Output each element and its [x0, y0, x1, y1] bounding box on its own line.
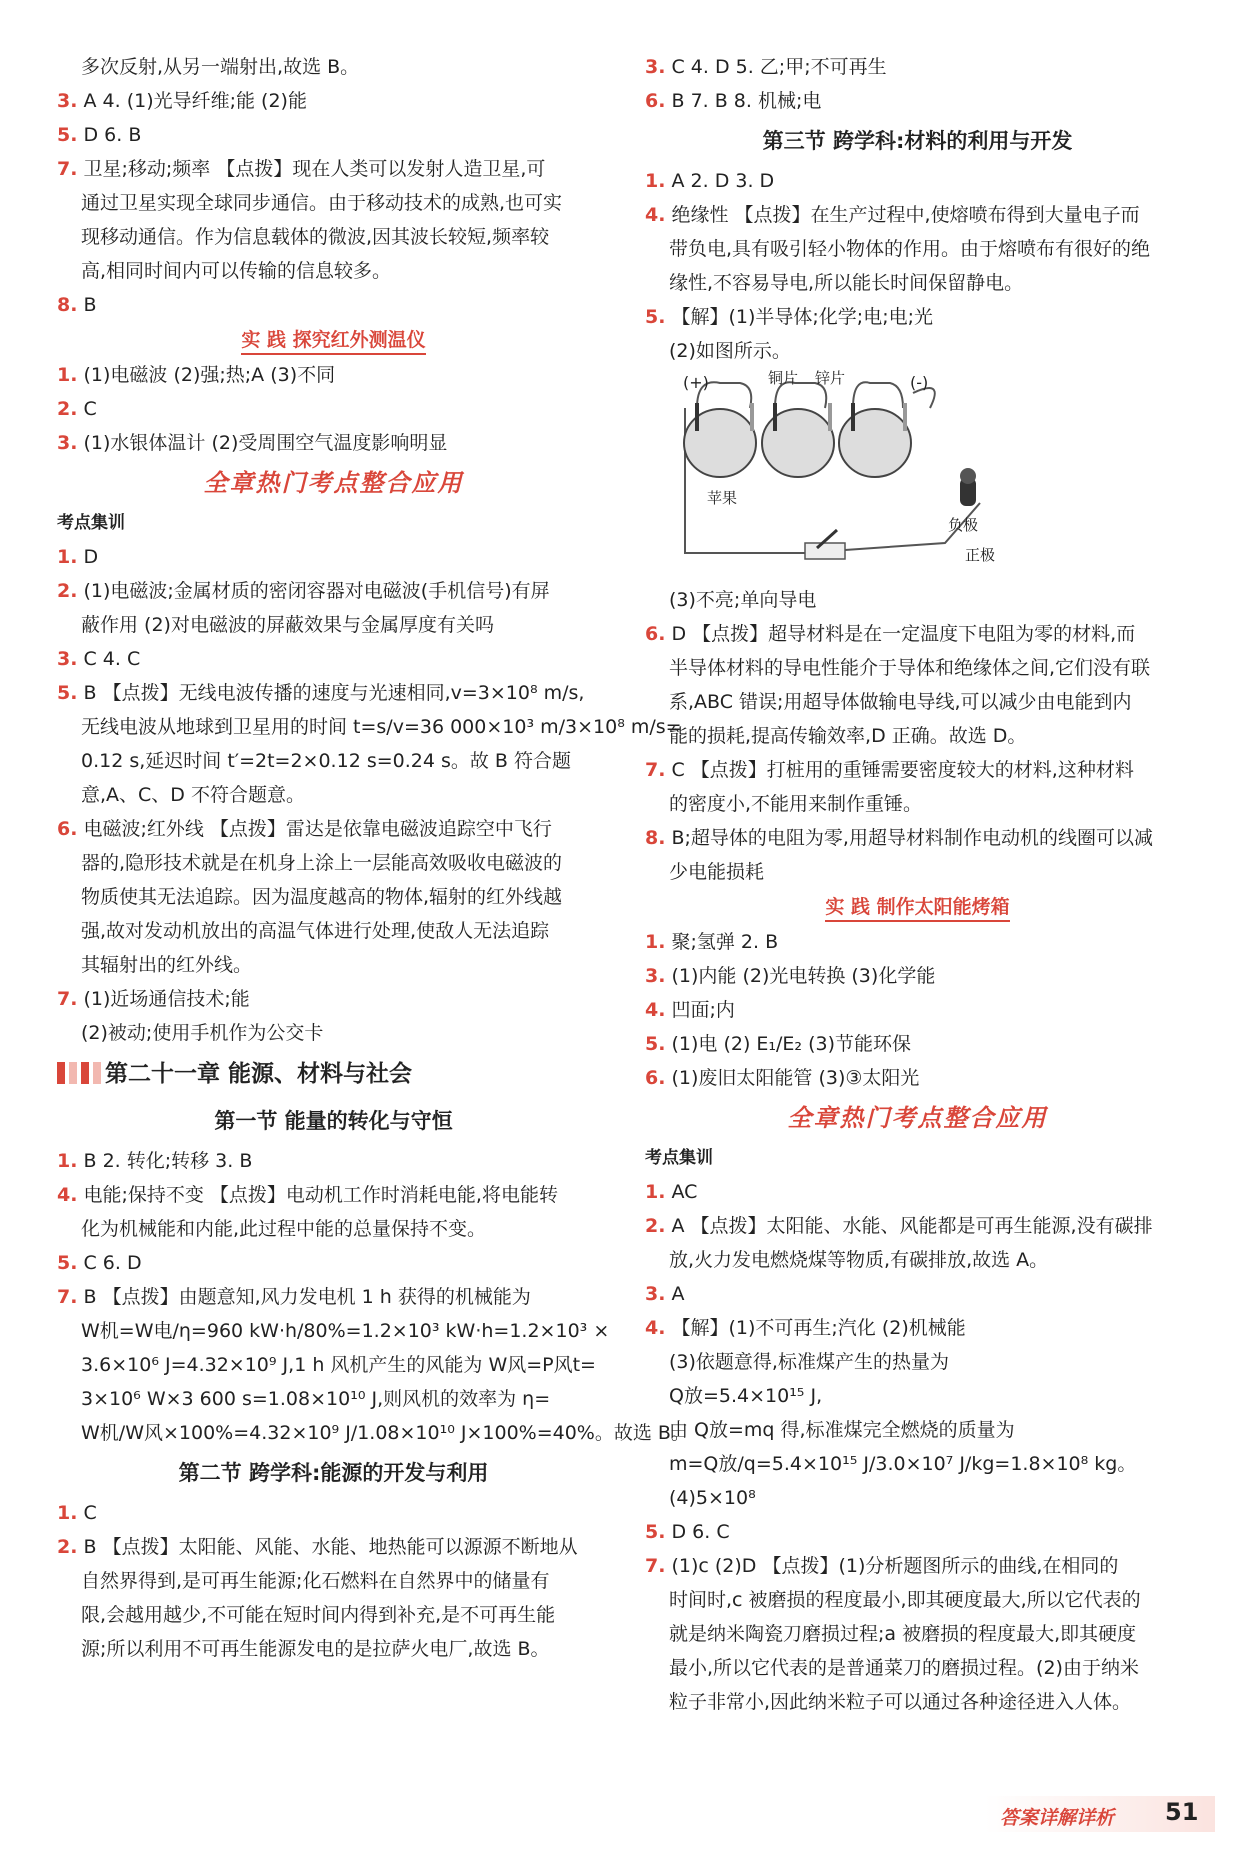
answer-text: A 4. (1)光导纤维;能 (2)能 — [77, 90, 307, 112]
answer-line — [57, 1144, 610, 1178]
label-plus: (+) — [683, 373, 709, 392]
apple-3 — [839, 409, 911, 477]
answer-line — [645, 925, 1190, 959]
answer-text: C 4. D 5. 乙;甲;不可再生 — [665, 56, 887, 78]
label-negative: 负极 — [948, 516, 979, 534]
answer-line — [57, 358, 610, 392]
answer-text: 无线电波从地球到卫星用的时间 t=s/v=36 000×10³ m/3×10⁸ m/s= — [81, 716, 682, 738]
answer-line — [57, 1178, 610, 1212]
question-number: 7. — [645, 1555, 666, 1577]
practice-title — [645, 889, 1190, 925]
zinc-plate-1 — [750, 403, 754, 431]
apple-2 — [762, 409, 834, 477]
answer-line — [57, 1246, 610, 1280]
answer-text: 通过卫星实现全球同步通信。由于移动技术的成熟,也可实 — [81, 192, 563, 214]
answer-line — [645, 1617, 1190, 1651]
answer-text: C 【点拨】打桩用的重锤需要密度较大的材料,这种材料 — [665, 759, 1134, 781]
answer-line — [57, 744, 610, 778]
answer-text: C 6. D — [77, 1252, 142, 1274]
question-number: 2. — [57, 580, 78, 602]
answer-line — [57, 1632, 610, 1666]
answer-line — [57, 1212, 610, 1246]
question-number: 3. — [645, 56, 666, 78]
answer-line — [57, 1416, 690, 1450]
section-title: 第二节 跨学科:能源的开发与利用 — [178, 1461, 489, 1485]
answer-text: (1)c (2)D 【点拨】(1)分析题图所示的曲线,在相同的 — [665, 1555, 1119, 1577]
answer-line — [645, 617, 1190, 651]
answer-line — [645, 1061, 1190, 1095]
question-number: 4. — [645, 1317, 666, 1339]
question-number: 1. — [57, 546, 78, 568]
answer-line — [645, 1583, 1190, 1617]
answer-text: 放,火力发电燃烧煤等物质,有碳排放,故选 A。 — [669, 1249, 1049, 1271]
answer-text: (1)电磁波 (2)强;热;A (3)不同 — [77, 364, 336, 386]
answer-line — [645, 1549, 1190, 1583]
answer-text: 带负电,具有吸引轻小物体的作用。由于熔喷布有很好的绝 — [669, 238, 1151, 260]
answer-text: 意,A、C、D 不符合题意。 — [81, 784, 305, 806]
answer-text: 强,故对发动机放出的高温气体进行处理,使敌人无法追踪 — [81, 920, 550, 942]
answer-text: 最小,所以它代表的是普通菜刀的磨损过程。(2)由于纳米 — [669, 1657, 1139, 1679]
answer-line — [645, 334, 1190, 368]
question-number: 1. — [57, 364, 78, 386]
question-number: 6. — [645, 623, 666, 645]
answer-line — [57, 1382, 610, 1416]
answer-line — [57, 220, 610, 254]
chapter-bars-icon — [57, 1061, 105, 1087]
answer-text: 化为机械能和内能,此过程中能的总量保持不变。 — [81, 1218, 487, 1240]
answer-line — [645, 1379, 1190, 1413]
answer-text: D 6. B — [77, 124, 142, 146]
answer-line — [57, 982, 610, 1016]
answer-text: (3)不亮;单向导电 — [669, 589, 817, 611]
question-number: 5. — [57, 682, 78, 704]
answer-line — [57, 1564, 610, 1598]
answer-line — [645, 753, 1190, 787]
answer-line — [645, 993, 1190, 1027]
answer-text: A 【点拨】太阳能、水能、风能都是可再生能源,没有碳排 — [665, 1215, 1153, 1237]
answer-line — [645, 1311, 1190, 1345]
answer-text: C — [77, 398, 97, 420]
apple-1 — [684, 409, 756, 477]
answer-text: C — [77, 1502, 97, 1524]
answer-line — [645, 1027, 1190, 1061]
answer-text: W机=W电/η=960 kW·h/80%=1.2×10³ kW·h=1.2×10³ × — [81, 1320, 610, 1342]
answer-text: 少电能损耗 — [669, 861, 765, 883]
answer-line — [57, 254, 610, 288]
answer-line — [645, 1345, 1190, 1379]
answer-line — [57, 1280, 610, 1314]
answer-line — [57, 608, 610, 642]
question-number: 6. — [57, 818, 78, 840]
answer-line — [645, 1209, 1190, 1243]
answer-text: 时间时,c 被磨损的程度最小,即其硬度最大,所以它代表的 — [669, 1589, 1141, 1611]
answer-text: 电磁波;红外线 【点拨】雷达是依靠电磁波追踪空中飞行 — [77, 818, 552, 840]
answer-line — [645, 1685, 1190, 1719]
answer-text: 就是纳米陶瓷刀磨损过程;a 被磨损的程度最大,即其硬度 — [669, 1623, 1137, 1645]
answer-line — [57, 1016, 610, 1050]
answer-line — [645, 787, 1190, 821]
answer-line — [645, 232, 1190, 266]
answer-line — [57, 50, 610, 84]
answer-text: (2)如图所示。 — [669, 340, 791, 362]
answer-text: 能的损耗,提高传输效率,D 正确。故选 D。 — [669, 725, 1027, 747]
answer-line — [645, 1413, 1190, 1447]
hot-topic-title: 全章热门考点整合应用 — [787, 1104, 1048, 1132]
question-number: 5. — [645, 1521, 666, 1543]
question-number: 6. — [645, 1067, 666, 1089]
label-positive: 正极 — [965, 546, 996, 564]
page-number: 51 — [1165, 1798, 1199, 1826]
answer-line — [57, 1598, 610, 1632]
answer-line — [57, 676, 610, 710]
answer-text: B;超导体的电阻为零,用超导材料制作电动机的线圈可以减 — [665, 827, 1153, 849]
answer-line — [57, 846, 610, 880]
answer-text: 的密度小,不能用来制作重锤。 — [669, 793, 923, 815]
answer-text: (1)电 (2) E₁/E₂ (3)节能环保 — [665, 1033, 911, 1055]
answer-text: D 6. C — [665, 1521, 730, 1543]
question-number: 1. — [645, 931, 666, 953]
answer-text: 【解】(1)半导体;化学;电;电;光 — [665, 306, 934, 328]
answer-line — [57, 1314, 610, 1348]
answer-line — [57, 1496, 610, 1530]
answer-text: 聚;氢弹 2. B — [665, 931, 779, 953]
answer-text: A — [665, 1283, 685, 1305]
answer-line — [645, 719, 1190, 753]
answer-text: (1)电磁波;金属材质的密闭容器对电磁波(手机信号)有屏 — [77, 580, 550, 602]
question-number: 7. — [645, 759, 666, 781]
answer-line — [645, 1481, 1190, 1515]
hot-topic-title: 全章热门考点整合应用 — [203, 469, 464, 497]
copper-plate-2 — [773, 403, 777, 431]
answer-text: 自然界得到,是可再生能源;化石燃料在自然界中的储量有 — [81, 1570, 550, 1592]
label-copper: 铜片 — [768, 369, 799, 387]
answer-text: 电能;保持不变 【点拨】电动机工作时消耗电能,将电能转 — [77, 1184, 558, 1206]
answer-line — [57, 574, 610, 608]
answer-text: 绝缘性 【点拨】在生产过程中,使熔喷布得到大量电子而 — [665, 204, 1140, 226]
led-dome — [960, 468, 976, 484]
answer-text: 3×10⁶ W×3 600 s=1.08×10¹⁰ J,则风机的效率为 η= — [81, 1388, 551, 1410]
answer-text: (4)5×10⁸ — [669, 1487, 756, 1509]
label-zinc: 锌片 — [815, 369, 846, 387]
answer-text: (1)内能 (2)光电转换 (3)化学能 — [665, 965, 936, 987]
answer-text: AC — [665, 1181, 698, 1203]
answer-line — [645, 1515, 1190, 1549]
answer-line — [57, 642, 610, 676]
answer-line — [645, 583, 1190, 617]
answer-text: B 7. B 8. 机械;电 — [665, 90, 822, 112]
apple-battery-diagram — [645, 368, 1190, 583]
answer-text: 由 Q放=mq 得,标准煤完全燃烧的质量为 — [669, 1419, 1015, 1441]
answer-text: 缘性,不容易导电,所以能长时间保留静电。 — [669, 272, 1024, 294]
answer-text: 系,ABC 错误;用超导体做输电导线,可以减少由电能到内 — [669, 691, 1132, 713]
answer-text: 凹面;内 — [665, 999, 735, 1021]
chapter-title — [57, 1050, 610, 1098]
answer-text: 【解】(1)不可再生;汽化 (2)机械能 — [665, 1317, 966, 1339]
question-number: 2. — [57, 398, 78, 420]
question-number: 2. — [645, 1215, 666, 1237]
answer-line — [645, 1651, 1190, 1685]
answer-text: 粒子非常小,因此纳米粒子可以通过各种途径进入人体。 — [669, 1691, 1132, 1713]
answer-line — [57, 540, 610, 574]
question-number: 4. — [645, 999, 666, 1021]
answer-text: B 2. 转化;转移 3. B — [77, 1150, 253, 1172]
question-number: 5. — [57, 1252, 78, 1274]
question-number: 2. — [57, 1536, 78, 1558]
question-number: 5. — [645, 306, 666, 328]
answer-text: 3.6×10⁶ J=4.32×10⁹ J,1 h 风机产生的风能为 W风=P风t= — [81, 1354, 596, 1376]
answer-line — [57, 710, 682, 744]
footer-label: 答案详解详析 — [1000, 1807, 1115, 1829]
answer-line — [645, 50, 1190, 84]
left-column — [57, 50, 690, 1666]
answer-text: 限,会越用越少,不可能在短时间内得到补充,是不可再生能 — [81, 1604, 556, 1626]
question-number: 4. — [57, 1184, 78, 1206]
answer-line — [57, 288, 610, 322]
subsection-title: 考点集训 — [57, 513, 125, 533]
copper-plate-3 — [851, 403, 855, 431]
question-number: 3. — [57, 90, 78, 112]
answer-text: D — [77, 546, 99, 568]
answer-text: B 【点拨】由题意知,风力发电机 1 h 获得的机械能为 — [77, 1286, 531, 1308]
answer-line — [57, 152, 610, 186]
question-number: 1. — [645, 170, 666, 192]
subsection-title: 考点集训 — [645, 1148, 713, 1168]
answer-text: B — [77, 294, 97, 316]
question-number: 7. — [57, 988, 78, 1010]
chapter-title-text: 第二十一章 能源、材料与社会 — [105, 1061, 413, 1087]
answer-line — [57, 426, 610, 460]
answer-text: 现移动通信。作为信息载体的微波,因其波长较短,频率较 — [81, 226, 550, 248]
question-number: 1. — [57, 1150, 78, 1172]
answer-line — [645, 821, 1190, 855]
question-number: 5. — [57, 124, 78, 146]
answer-line — [645, 1243, 1190, 1277]
question-number: 7. — [57, 158, 78, 180]
answer-text: 多次反射,从另一端射出,故选 B。 — [81, 56, 360, 78]
answer-line — [57, 778, 610, 812]
question-number: 8. — [645, 827, 666, 849]
practice-title-text: 实 践 制作太阳能烤箱 — [825, 896, 1009, 922]
answer-text: B 【点拨】无线电波传播的速度与光速相同,v=3×10⁸ m/s, — [77, 682, 585, 704]
answer-text: A 2. D 3. D — [665, 170, 775, 192]
answer-line — [645, 855, 1190, 889]
answer-text: (1)近场通信技术;能 — [77, 988, 250, 1010]
question-number: 1. — [57, 1502, 78, 1524]
answer-text: (1)废旧太阳能管 (3)③太阳光 — [665, 1067, 920, 1089]
practice-title-text: 实 践 探究红外测温仪 — [241, 329, 425, 355]
practice-title — [57, 322, 610, 358]
answer-text: 高,相同时间内可以传输的信息较多。 — [81, 260, 392, 282]
answer-line — [57, 1348, 610, 1382]
label-minus: (-) — [910, 373, 929, 392]
zinc-plate-2 — [828, 403, 832, 431]
answer-text: m=Q放/q=5.4×10¹⁵ J/3.0×10⁷ J/kg=1.8×10⁸ kg。 — [669, 1453, 1137, 1475]
question-number: 3. — [57, 432, 78, 454]
answer-line — [645, 1277, 1190, 1311]
circuit-svg — [645, 368, 1190, 583]
answer-line — [57, 392, 610, 426]
question-number: 1. — [645, 1181, 666, 1203]
answer-line — [645, 1447, 1190, 1481]
question-number: 3. — [645, 1283, 666, 1305]
answer-line — [645, 959, 1190, 993]
section-title: 第一节 能量的转化与守恒 — [214, 1109, 453, 1133]
answer-line — [57, 948, 610, 982]
wire-link-3 — [853, 382, 903, 408]
answer-text: 半导体材料的导电性能介于导体和绝缘体之间,它们没有联 — [669, 657, 1151, 679]
answer-line — [645, 164, 1190, 198]
answer-line — [645, 1175, 1190, 1209]
answer-text: 蔽作用 (2)对电磁波的屏蔽效果与金属厚度有关吗 — [81, 614, 494, 636]
section-title: 第三节 跨学科:材料的利用与开发 — [762, 129, 1073, 153]
right-column — [645, 50, 1190, 1719]
zinc-plate-3 — [903, 403, 907, 431]
answer-line — [57, 880, 610, 914]
answer-text: (2)被动;使用手机作为公交卡 — [81, 1022, 324, 1044]
answer-text: 物质使其无法追踪。因为温度越高的物体,辐射的红外线越 — [81, 886, 563, 908]
answer-line — [57, 186, 610, 220]
answer-text: 器的,隐形技术就是在机身上涂上一层能高效吸收电磁波的 — [81, 852, 563, 874]
label-apple: 苹果 — [707, 489, 738, 507]
answer-line — [645, 198, 1190, 232]
answer-line — [57, 914, 610, 948]
answer-line — [645, 685, 1190, 719]
answer-text: Q放=5.4×10¹⁵ J, — [669, 1385, 823, 1407]
answer-text: B 【点拨】太阳能、风能、水能、地热能可以源源不断地从 — [77, 1536, 578, 1558]
answer-text: 0.12 s,延迟时间 t′=2t=2×0.12 s=0.24 s。故 B 符合题 — [81, 750, 571, 772]
switch-base — [805, 543, 845, 559]
answer-line — [645, 651, 1190, 685]
answer-text: W机/W风×100%=4.32×10⁹ J/1.08×10¹⁰ J×100%=40%。故选 B。 — [81, 1422, 690, 1444]
answer-text: (3)依题意得,标准煤产生的热量为 — [669, 1351, 949, 1373]
question-number: 3. — [57, 648, 78, 670]
question-number: 3. — [645, 965, 666, 987]
question-number: 4. — [645, 204, 666, 226]
answer-text: 其辐射出的红外线。 — [81, 954, 253, 976]
copper-plate-1 — [695, 403, 699, 431]
answer-text: 卫星;移动;频率 【点拨】现在人类可以发射人造卫星,可 — [77, 158, 546, 180]
answer-line — [57, 118, 610, 152]
answer-text: C 4. C — [77, 648, 141, 670]
answer-line — [645, 84, 1190, 118]
answer-line — [57, 812, 610, 846]
answer-text: (1)水银体温计 (2)受周围空气温度影响明显 — [77, 432, 448, 454]
answer-line — [57, 1530, 610, 1564]
answer-line — [645, 300, 1190, 334]
question-number: 6. — [645, 90, 666, 112]
answer-text: D 【点拨】超导材料是在一定温度下电阻为零的材料,而 — [665, 623, 1136, 645]
question-number: 8. — [57, 294, 78, 316]
question-number: 5. — [645, 1033, 666, 1055]
question-number: 7. — [57, 1286, 78, 1308]
answer-line — [57, 84, 610, 118]
answer-text: 源;所以利用不可再生能源发电的是拉萨火电厂,故选 B。 — [81, 1638, 550, 1660]
answer-line — [645, 266, 1190, 300]
